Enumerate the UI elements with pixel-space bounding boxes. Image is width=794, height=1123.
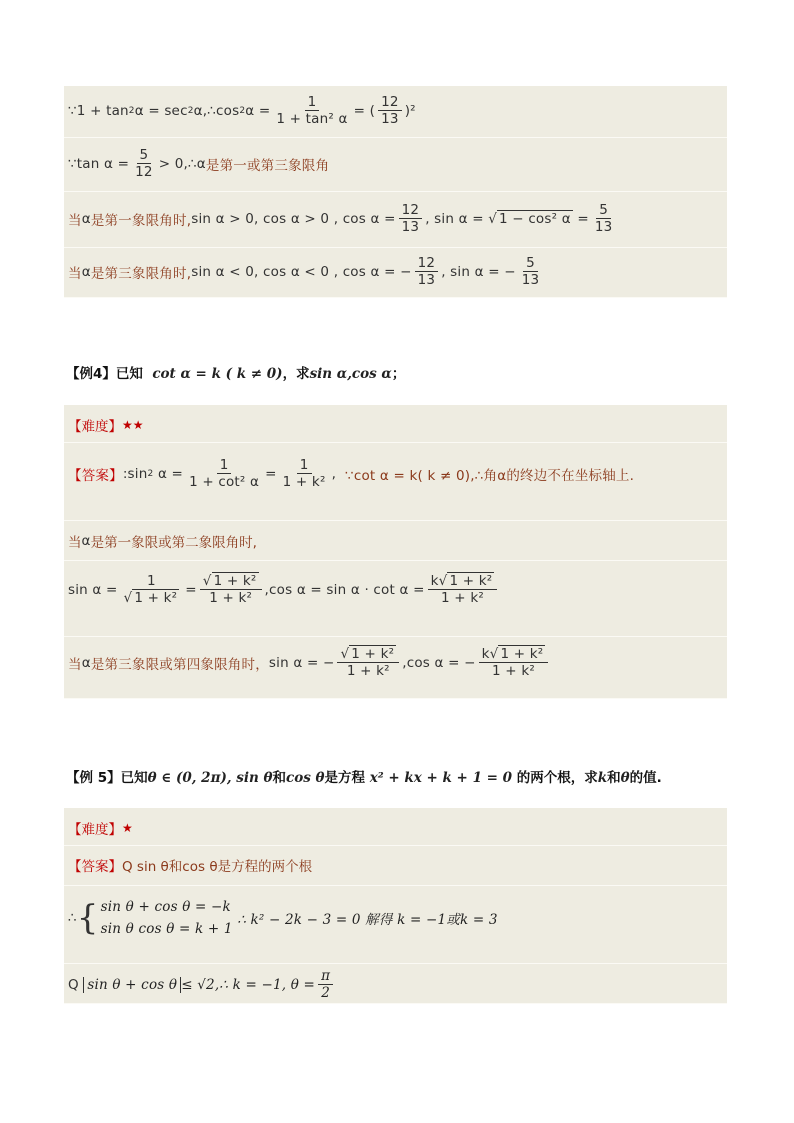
math-text: sin α = −	[268, 654, 335, 671]
math-text: ≤ √2,∴ k = −1, θ =	[181, 976, 316, 993]
heading-text: 是方程	[324, 770, 366, 786]
denominator: 2	[321, 985, 331, 1001]
fraction	[200, 573, 262, 606]
solution-row-2	[64, 138, 727, 192]
case-row-1	[64, 521, 727, 561]
numerator: k√ 1 + k²	[428, 573, 498, 590]
heading-formula: cos θ	[285, 770, 325, 786]
numerator: √ 1 + k²	[200, 573, 262, 590]
chinese-text: 是第一象限角时,	[90, 212, 192, 229]
star-rating-icon: ★★	[122, 418, 144, 432]
chinese-text: 是第三象限角时,	[90, 265, 192, 282]
chinese-text: 当	[68, 212, 82, 229]
heading-text: 已知	[120, 770, 148, 786]
denominator: 13	[401, 219, 420, 235]
chinese-text: 是第一象限或第二象限角时,	[90, 535, 257, 551]
fraction	[428, 573, 498, 606]
heading-text: ，求	[282, 366, 310, 382]
denominator: 13	[417, 272, 436, 288]
math-text: α	[81, 533, 91, 549]
fraction	[186, 457, 262, 490]
denominator: 12	[135, 164, 153, 180]
denominator: √ 1 + k²	[123, 590, 178, 606]
sqrt-content: 1 + k²	[449, 573, 493, 589]
solution-row-4	[64, 248, 727, 298]
equation-system	[101, 896, 233, 940]
math-text: α	[81, 210, 91, 227]
case-row-3	[64, 637, 727, 699]
heading-text: 和	[607, 770, 621, 786]
absolute-value: sin θ + cos θ	[83, 977, 181, 993]
sqrt-content: 1 + k²	[134, 590, 178, 606]
heading-text: 已知	[115, 366, 143, 382]
numerator: √ 1 + k²	[337, 646, 399, 663]
numerator: 1	[297, 457, 312, 474]
math-text: Q	[68, 976, 79, 993]
solution-row-1	[64, 86, 727, 138]
numerator: 1	[217, 457, 232, 474]
left-brace-icon: {	[76, 898, 99, 938]
example-tag: 【例 5】	[66, 770, 121, 786]
heading-formula: cot α = k ( k ≠ 0)	[152, 366, 283, 382]
math-text: k	[481, 646, 490, 662]
math-text: ,cos α = sin α · cot α =	[264, 581, 425, 598]
math-text: k	[430, 573, 439, 589]
chinese-text: 是第一或第三象限角	[205, 157, 330, 174]
example-5-heading	[66, 766, 662, 786]
difficulty-row-5	[64, 808, 727, 846]
heading-formula: x² + kx + k + 1 = 0	[369, 770, 513, 786]
denominator: 1 + k²	[282, 474, 326, 490]
fraction	[592, 202, 616, 235]
math-text: α =	[157, 465, 184, 482]
chinese-text: 当	[68, 535, 82, 551]
solution-line-3: 当 α 是第一象限角时, sin α > 0, cos α > 0 , cos α = $\frac{12}{13}$ , sin α = √ 1 − cos² α = $\frac{5}{13}$	[68, 202, 618, 235]
system-result: ∴ k² − 2k − 3 = 0 解得 k = −1或k = 3	[237, 912, 498, 928]
denominator: 1 + cot² α	[189, 474, 260, 490]
heading-text: ；	[391, 366, 406, 382]
math-text: ∵1 + tan	[68, 102, 129, 119]
math-text: :sin	[122, 465, 148, 482]
math-text: ∴	[68, 910, 77, 926]
math-text: α	[81, 263, 91, 280]
answer-label: 【答案】	[68, 859, 122, 875]
heading-formula: k	[597, 770, 608, 786]
fraction	[273, 94, 350, 127]
numerator: 5	[137, 147, 152, 164]
case-line-3	[68, 646, 551, 679]
heading-formula: θ ∈ (0, 2π), sin θ	[147, 770, 273, 786]
math-text: α = sec	[134, 102, 188, 119]
math-text: , sin α = −	[441, 263, 516, 280]
solution-line-1: ∵1 + tan 2 α = sec 2 α,∴cos 2 α = $\frac{1}{\text{1 + tan² α}}$ = ( $\frac{12}{13}$ )²	[68, 94, 416, 127]
numerator: 1	[144, 573, 159, 590]
denominator: 1 + k²	[346, 663, 390, 679]
fraction	[378, 94, 402, 127]
math-text: =	[185, 581, 197, 598]
difficulty-label: 【难度】	[68, 419, 122, 435]
fraction	[479, 646, 549, 679]
equation: sin θ cos θ = k + 1	[100, 921, 233, 937]
math-text: ,cos α = −	[402, 654, 476, 671]
denominator: 13	[594, 219, 613, 235]
numerator: 5	[596, 202, 611, 219]
math-text: cos α =	[342, 210, 396, 227]
fraction	[132, 147, 156, 180]
final-line	[68, 968, 336, 1001]
difficulty-row-4	[64, 405, 727, 443]
numerator: 12	[378, 94, 402, 111]
heading-text: 的值.	[629, 770, 662, 786]
sqrt-content: 1 + k²	[213, 573, 257, 589]
fraction	[318, 968, 333, 1001]
denominator: 1 + k²	[441, 590, 484, 606]
numerator: 5	[523, 255, 538, 272]
solution-line-2	[68, 147, 329, 180]
example-tag: 【例4】	[66, 366, 116, 382]
answer-text: Q sin θ和cos θ是方程的两个根	[122, 859, 313, 875]
math-text: α	[81, 654, 91, 671]
difficulty-line	[68, 415, 144, 435]
math-text: > 0,∴α	[158, 155, 206, 172]
sqrt-content: 1 + k²	[351, 646, 395, 662]
fraction	[121, 573, 183, 606]
answer-row-5	[64, 846, 727, 886]
answer-label: 【答案】	[68, 467, 123, 484]
denominator: 13	[521, 272, 540, 288]
heading-text: 的两个根，求	[516, 770, 598, 786]
math-text: α,∴cos	[193, 102, 240, 119]
fraction	[337, 646, 399, 679]
math-text: sin α > 0, cos α > 0 ,	[191, 210, 339, 227]
math-text: =	[577, 210, 589, 227]
equation: sin θ + cos θ = −k	[100, 899, 231, 915]
numerator: 12	[415, 255, 439, 272]
numerator: 1	[305, 94, 320, 111]
heading-text: 和	[272, 770, 286, 786]
fraction	[280, 457, 329, 490]
answer-line	[68, 457, 634, 490]
math-text: =	[265, 465, 277, 482]
heading-formula: θ	[620, 770, 630, 786]
answer-row-4	[64, 443, 727, 521]
solution-line-4	[68, 255, 545, 288]
fraction	[415, 255, 439, 288]
math-text: sin α =	[68, 581, 118, 598]
chinese-text: 当	[68, 265, 82, 282]
system-row	[64, 886, 727, 964]
numerator: 12	[399, 202, 423, 219]
math-text: sin α < 0, cos α < 0 ,	[191, 263, 339, 280]
sqrt-content: 1 − cos² α	[499, 211, 571, 227]
answer-line	[68, 855, 312, 875]
system-line	[68, 896, 498, 940]
example-4-heading	[66, 362, 405, 382]
math-text: α =	[245, 102, 271, 119]
exponent: 2	[147, 468, 154, 479]
heading-formula: sin α,cos α	[309, 366, 392, 382]
math-text: cos α = −	[342, 263, 412, 280]
difficulty-label: 【难度】	[68, 822, 122, 838]
math-text: )²	[404, 102, 416, 119]
case-line-1	[68, 531, 257, 551]
star-rating-icon: ★	[122, 821, 133, 835]
case-line-2	[68, 573, 500, 606]
answer-tail: ∵cot α = k( k ≠ 0),∴角α的终边不在坐标轴上.	[345, 467, 635, 484]
case-row-2	[64, 561, 727, 637]
difficulty-line	[68, 818, 133, 838]
solution-row-3	[64, 192, 727, 248]
math-text: ∵tan α =	[68, 155, 130, 172]
math-text: ,	[331, 465, 337, 482]
denominator: 1 + k²	[209, 590, 253, 606]
numerator: π	[318, 968, 333, 985]
denominator: 1 + k²	[492, 663, 535, 679]
fraction	[399, 202, 423, 235]
chinese-text: 当	[68, 656, 82, 673]
denominator: 1 + tan² α	[276, 111, 348, 127]
final-row	[64, 964, 727, 1004]
math-text: = (	[353, 102, 376, 119]
fraction	[519, 255, 543, 288]
denominator: 13	[381, 111, 399, 127]
numerator: k√ 1 + k²	[479, 646, 549, 663]
sqrt-content: 1 + k²	[500, 646, 544, 662]
chinese-text: 是第三象限或第四象限角时，	[90, 656, 269, 673]
math-text: , sin α =	[425, 210, 484, 227]
